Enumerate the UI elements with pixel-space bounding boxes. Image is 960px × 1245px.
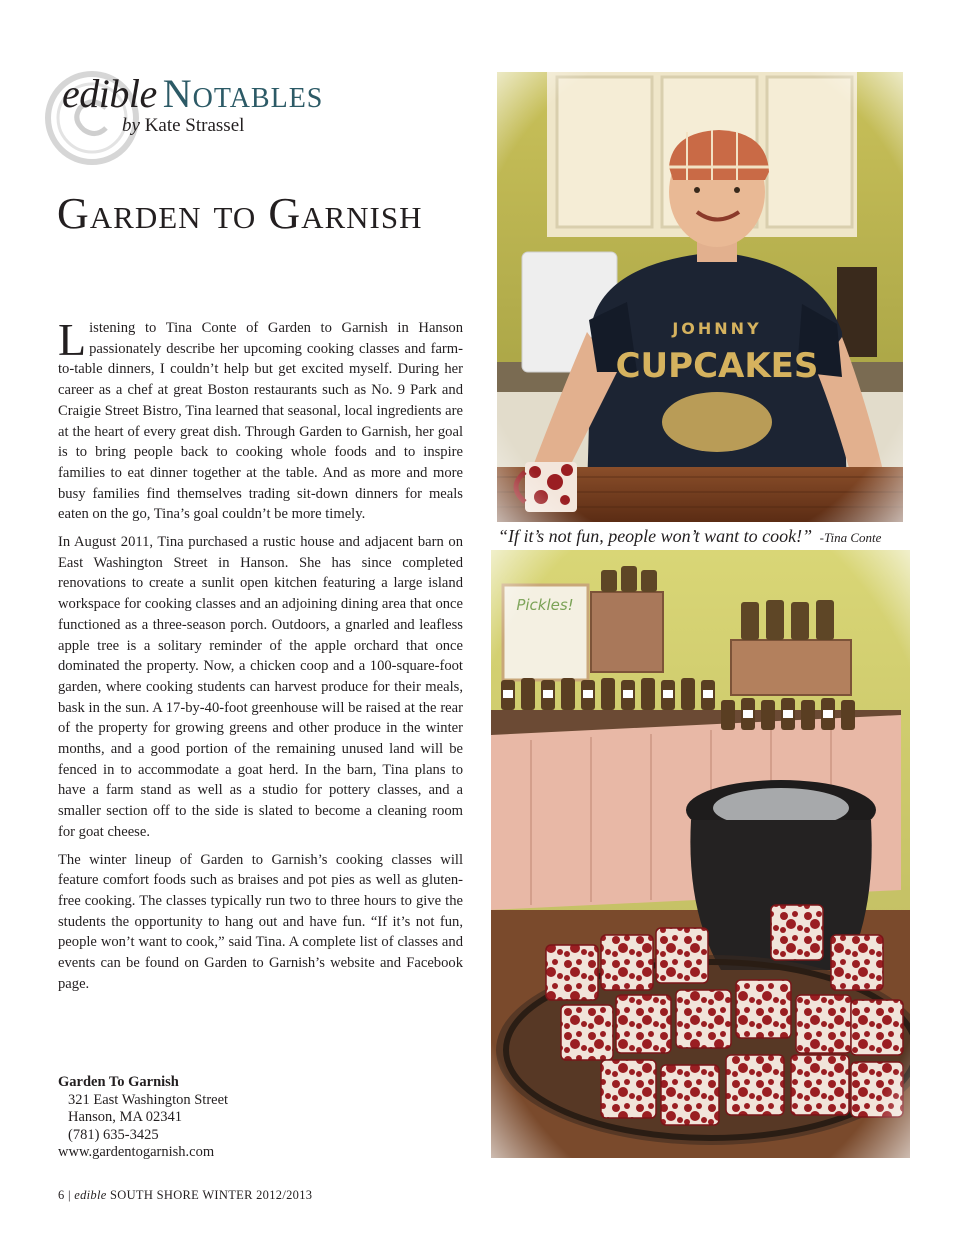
section-title-edible: edible <box>62 71 157 116</box>
article-headline: Garden to Garnish <box>57 189 423 238</box>
photo-chef-in-kitchen <box>497 72 903 522</box>
article-body <box>58 314 463 1002</box>
page-footer <box>58 1188 312 1203</box>
photo-caption <box>498 526 881 547</box>
caption-attribution: -Tina Conte <box>819 530 882 545</box>
footer-issue: WINTER 2012/2013 <box>202 1188 313 1202</box>
footer-separator: | <box>68 1188 71 1202</box>
section-title-notables: Notables <box>162 71 324 116</box>
contact-street: 321 East Washington Street <box>68 1091 229 1108</box>
byline <box>122 115 244 137</box>
contact-city: Hanson, MA 02341 <box>68 1109 182 1125</box>
section-title <box>62 70 323 117</box>
contact-phone: (781) 635-3425 <box>68 1126 159 1143</box>
byline-author: Kate Strassel <box>144 115 245 136</box>
photo-pickles-and-mugs <box>491 550 910 1158</box>
footer-publication: SOUTH SHORE <box>110 1188 200 1202</box>
article-paragraph: In August 2011, Tina purchased a rustic house and adjacent barn on East Washington Street in Hanson. She has since completed renovations to create a sunlit open kitchen featuring a large island workspace for cooking classes and an adjoining dining area that once functioned as a three-season porch. Outdoors, a gnarled and leafless apple tree is a solitary reminder of the apple orchard that once dominated the property. Now, a chicken coop and a 100-square-foot garden, where cooking students can harvest produce for their meals, bask in the sun. A 17-by-40-foot greenhouse will be raised at the rear of the property for growing greens and other produce in the winter months, and a good portion of the remaining unused land will be fenced in to accommodate a goat herd. In the barn, Tina plans to have a farm stand as well as a studio for pottery classes, and a smaller section off to the side is slated to become a cleaning room for goat cheese. <box>58 534 463 840</box>
page-number: 6 <box>58 1188 65 1202</box>
byline-by: by <box>122 115 140 136</box>
footer-edible: edible <box>74 1188 107 1202</box>
article-paragraph: Listening to Tina Conte of Garden to Garnish in Hanson passionately describe her upcoming cooking classes and farm-to-table dinners, I couldn’t help but get excited myself. During her career as a chef at great Boston restaurants such as No. 9 Park and Craigie Street Bistro, Tina learned that seasonal, local ingredients are at the heart of every great dish. Through Garden to Garnish, her goal is to bring people back to cooking whole foods and to inspire families to eat dinner together at the table. And as more and more busy families find themselves trading sit-down dinners for meals eaten on the go, Tina’s goal couldn’t be more timely. <box>58 314 463 523</box>
contact-website-link[interactable]: www.gardentogarnish.com <box>58 1144 215 1160</box>
caption-quote: “If it’s not fun, people won’t want to cook!” <box>498 526 813 546</box>
article-paragraph: The winter lineup of Garden to Garnish’s cooking classes will feature comfort foods such as braises and pot pies as well as gluten-free cooking. The classes typically run two to three hours to give the students the opportunity to hang out and have fun. “If it’s not fun, people won’t want to cook,” said Tina. A complete list of classes and events can be found on Garden to Garnish’s website and Facebook page. <box>58 851 463 992</box>
contact-block <box>58 1074 228 1162</box>
contact-name: Garden To Garnish <box>58 1074 179 1090</box>
